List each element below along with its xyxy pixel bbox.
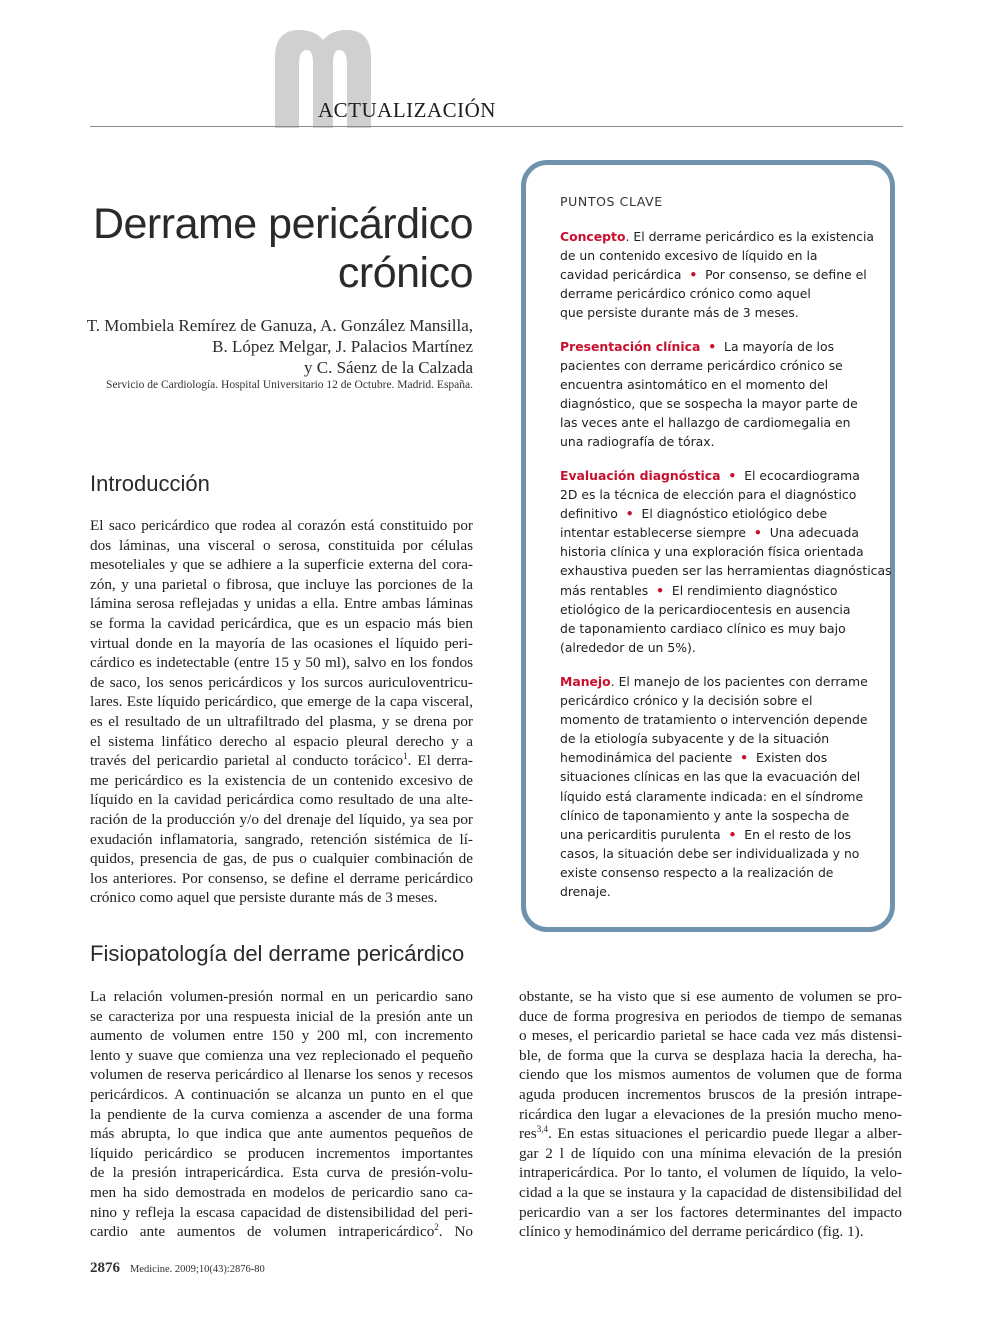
text-fragment: través del pericardio parietal al conducto torácico — [90, 752, 404, 770]
text-line: pericardio van a ser los factores determinantes del impacto — [519, 1203, 902, 1221]
key-points-heading: PUNTOS CLAVE — [560, 194, 663, 209]
text-fragment: Por consenso, se define el — [705, 267, 867, 283]
text-line: o meses, el pericardio parietal se hace cada vez más distensi- — [519, 1027, 902, 1045]
text-line: El saco pericárdico que rodea al corazón está constituido por — [90, 517, 473, 534]
key-point-label: Evaluación diagnóstica — [560, 468, 721, 483]
fisiopatologia-right-column — [519, 987, 902, 1242]
journal-citation: Medicine. 2009;10(43):2876-80 — [130, 1264, 265, 1275]
bullet-separator: • — [708, 339, 717, 354]
reference-marker: 2 — [434, 1222, 439, 1233]
text-line: líquido en la cavidad pericárdica como resultado de una alte- — [90, 791, 473, 809]
text-line: gar 2 l de líquido con una mínima elevación de la presión — [519, 1144, 902, 1162]
kp-line: pacientes con derrame pericárdico crónico se — [560, 358, 843, 374]
text-line: se caracteriza por una respuesta inicial de la presión ante un — [90, 1007, 473, 1025]
text-line: lares. Este líquido pericárdico, que emerge de la capa visceral, — [90, 693, 473, 711]
text-fragment: En el resto de los — [744, 826, 852, 842]
text-line: intrapericárdica. Por lo tanto, el volumen de líquido, la velo- — [519, 1164, 902, 1182]
kp-line: de un contenido excesivo de líquido en la — [560, 248, 818, 264]
text-line: clínico y hemodinámico del derrame pericárdico (fig. 1). — [519, 1223, 864, 1241]
text-line: ciendo que los mismos aumentos de volumen que de forma — [519, 1066, 902, 1084]
text-fragment: más rentables — [560, 582, 649, 598]
text-line: quidos, presencia de gas, de pus o cualquier combinación de — [90, 850, 473, 868]
text-line-with-ref — [90, 1222, 473, 1242]
text-line: mesoteliales y que se adhiere a la superficie externa del cora- — [90, 556, 473, 574]
kp-line: las veces ante el hallazgo de cardiomegalia en — [560, 415, 851, 431]
kp-line: (alrededor de un 5%). — [560, 639, 696, 655]
text-fragment: El rendimiento diagnóstico — [671, 582, 838, 598]
bullet-separator: • — [656, 582, 665, 598]
text-fragment: res — [519, 1125, 537, 1143]
key-point-concepto — [560, 227, 875, 322]
text-line: virtual donde en la mayoría de las ocasiones el líquido peri- — [90, 634, 473, 652]
text-line: duce de forma progresiva en periodos de tiempo de semanas — [519, 1007, 902, 1025]
text-line: exudación inflamatoria, sangrado, retención sistémica de lí- — [90, 830, 473, 848]
kp-line: de la etiología subyacente y de la situación — [560, 731, 830, 747]
kp-line — [560, 825, 870, 844]
text-line: aguda producen incrementos bruscos de la presión intrape- — [519, 1085, 902, 1103]
reference-marker: 1 — [403, 751, 408, 762]
bullet-separator: • — [728, 826, 737, 842]
text-line: se forma la cavidad pericárdica, que es un espacio más bien — [90, 614, 473, 632]
author-list — [60, 315, 473, 378]
text-line: líquido pericárdico se producen incrementos importantes — [90, 1144, 473, 1162]
text-line: lámina serosa reflejadas y unidas a ella. Entre ambas láminas — [90, 595, 473, 613]
text-line: me pericárdico es la existencia de un contenido excesivo de — [90, 771, 473, 789]
text-line: zón, y una parietal o fibrosa, que incluye las porciones de la — [90, 575, 473, 593]
key-point-label: Presentación clínica — [560, 339, 701, 354]
text-line: el sistema linfático derecho al espacio pleural derecho y a — [90, 732, 473, 750]
text-fragment: . No — [438, 1223, 474, 1241]
text-fragment: . El manejo de los pacientes con derrame — [610, 674, 868, 689]
page-number: 2876 — [90, 1260, 120, 1276]
text-fragment: . El derra- — [407, 752, 473, 770]
kp-line — [560, 504, 870, 523]
text-line: la pendiente de la curva comienza a ascender de una forma — [90, 1105, 473, 1123]
kp-line: pericárdico crónico y la decisión sobre el — [560, 693, 813, 709]
kp-line — [560, 466, 870, 485]
text-line: crónico como aquel que persiste durante más de 3 meses. — [90, 889, 438, 907]
kp-line — [560, 265, 870, 284]
key-point-label: Concepto — [560, 229, 626, 244]
key-point-evaluacion — [560, 466, 892, 657]
bullet-separator: • — [689, 267, 698, 283]
title-line: crónico — [337, 249, 473, 297]
text-fragment: . En estas situaciones el pericardio puede llegar a alber- — [547, 1125, 902, 1143]
kp-line — [560, 523, 870, 542]
page-footer — [90, 1259, 265, 1277]
affiliation: Servicio de Cardiología. Hospital Universitario 12 de Octubre. Madrid. España. — [106, 379, 473, 391]
text-fragment: intentar establecerse siempre — [560, 525, 747, 541]
key-point-presentacion — [560, 337, 870, 452]
text-line: obstante, se ha visto que si ese aumento de volumen se pro- — [519, 988, 902, 1005]
kp-line: etiológico de la pericardiocentesis en ausencia — [560, 601, 851, 617]
kp-line: líquido está claramente indicada: en el síndrome — [560, 788, 864, 804]
text-line: más abrupta, lo que indica que ante aumentos pequeños de — [90, 1125, 473, 1143]
bullet-separator: • — [740, 750, 749, 766]
text-line-with-ref — [519, 1124, 902, 1144]
kp-line: existe consenso respecto a la realización de — [560, 864, 834, 880]
text-line: es el resultado de un ultrafiltrado del plasma, y se drena por — [90, 712, 473, 730]
kp-line: que persiste durante más de 3 meses. — [560, 305, 799, 321]
reference-marker: 3,4 — [536, 1124, 548, 1135]
text-line: ble, de forma que la curva se desplaza hacia la derecha, ha- — [519, 1046, 902, 1064]
text-fragment: . El derrame pericárdico es la existencia — [625, 229, 875, 244]
fisiopatologia-left-column — [90, 987, 473, 1242]
kp-line — [560, 227, 875, 246]
kp-line: situaciones clínicas en las que la evacuación del — [560, 769, 861, 785]
text-fragment: cavidad pericárdica — [560, 267, 682, 283]
text-line: La relación volumen-presión normal en un pericardio sano — [90, 988, 473, 1005]
article-title — [80, 200, 473, 298]
text-line: ricárdica den lugar a elevaciones de la presión mucho meno- — [519, 1105, 902, 1123]
text-fragment: El diagnóstico etiológico debe — [641, 506, 828, 522]
kp-line — [560, 337, 870, 356]
kp-line: exhaustiva pueden ser las herramientas diagnósticas — [560, 563, 892, 579]
kp-line: clínico de taponamiento y ante la sospecha de — [560, 807, 850, 823]
text-line: volumen de reserva pericárdico al llenarse los senos y recesos — [90, 1066, 473, 1084]
kp-line: diagnóstico, que se sospecha la mayor parte de — [560, 396, 858, 412]
text-line: los anteriores. Por consenso, se define el derrame pericárdico — [90, 869, 473, 887]
kp-line — [560, 581, 870, 600]
bullet-separator: • — [728, 468, 737, 483]
text-line: aumento de volumen entre 150 y 200 ml, con incremento — [90, 1027, 473, 1045]
author-line: y C. Sáenz de la Calzada — [304, 358, 473, 377]
intro-paragraph — [90, 516, 473, 908]
kp-line: derrame pericárdico crónico como aquel — [560, 286, 811, 302]
kp-line: 2D es la técnica de elección para el diagnóstico — [560, 487, 857, 503]
text-line: de saco, los senos pericárdicos y los surcos auriculoventricu- — [90, 673, 473, 691]
kp-line — [560, 748, 870, 767]
text-line: men ha sido demostrada en modelos de pericardio sano ca- — [90, 1183, 473, 1201]
text-line: pericárdicos. A continuación se alcanza un punto en el que — [90, 1085, 473, 1103]
section-heading-fisiopatologia: Fisiopatología del derrame pericárdico — [90, 941, 465, 966]
key-point-manejo — [560, 672, 870, 901]
text-line-with-ref — [90, 751, 473, 771]
text-line: cidad a la que se instaura y la capacidad de distensibilidad del — [519, 1183, 902, 1201]
author-line: B. López Melgar, J. Palacios Martínez — [212, 337, 473, 356]
text-line: de la presión intrapericárdica. Esta curva de presión-volu- — [90, 1164, 473, 1182]
text-line: ración de la producción y/o del drenaje del líquido, ya sea por — [90, 810, 473, 828]
text-fragment: cardio ante aumentos de volumen intrapericárdico — [90, 1223, 435, 1241]
kp-line: drenaje. — [560, 884, 611, 900]
bullet-separator: • — [753, 525, 762, 541]
text-line: nino y refleja la escasa capacidad de distensibilidad del peri- — [90, 1203, 473, 1221]
kp-line: una radiografía de tórax. — [560, 434, 715, 450]
text-fragment: hemodinámica del paciente — [560, 750, 733, 766]
text-fragment: Una adecuada — [769, 525, 859, 541]
kp-line — [560, 672, 870, 691]
title-line: Derrame pericárdico — [92, 200, 473, 248]
text-fragment: una pericarditis purulenta — [560, 826, 721, 842]
text-fragment: La mayoría de los — [724, 339, 835, 354]
text-fragment: El ecocardiograma — [744, 468, 860, 483]
kp-line: momento de tratamiento o intervención depende — [560, 712, 868, 728]
text-fragment: definitivo — [560, 506, 618, 522]
text-line: dos láminas, una visceral o serosa, constituida por células — [90, 536, 473, 554]
bullet-separator: • — [625, 506, 634, 522]
author-line: T. Mombiela Remírez de Ganuza, A. González Mansilla, — [86, 316, 473, 335]
text-line: cárdico es indetectable (entre 15 y 50 ml), salvo en los fondos — [90, 654, 473, 672]
key-point-label: Manejo — [560, 674, 611, 689]
kp-line: historia clínica y una exploración física orientada — [560, 544, 864, 560]
kp-line: de taponamiento cardiaco clínico es muy bajo — [560, 620, 846, 636]
section-heading-introduccion: Introducción — [90, 471, 210, 496]
kp-line: encuentra asintomático en el momento del — [560, 377, 829, 393]
section-label: ACTUALIZACIÓN — [318, 98, 496, 122]
header-divider — [90, 126, 903, 127]
kp-line: casos, la situación debe ser individualizada y no — [560, 845, 860, 861]
text-line: lento y suave que comienza una vez replecionado el pequeño — [90, 1046, 473, 1064]
text-fragment: Existen dos — [755, 750, 828, 766]
